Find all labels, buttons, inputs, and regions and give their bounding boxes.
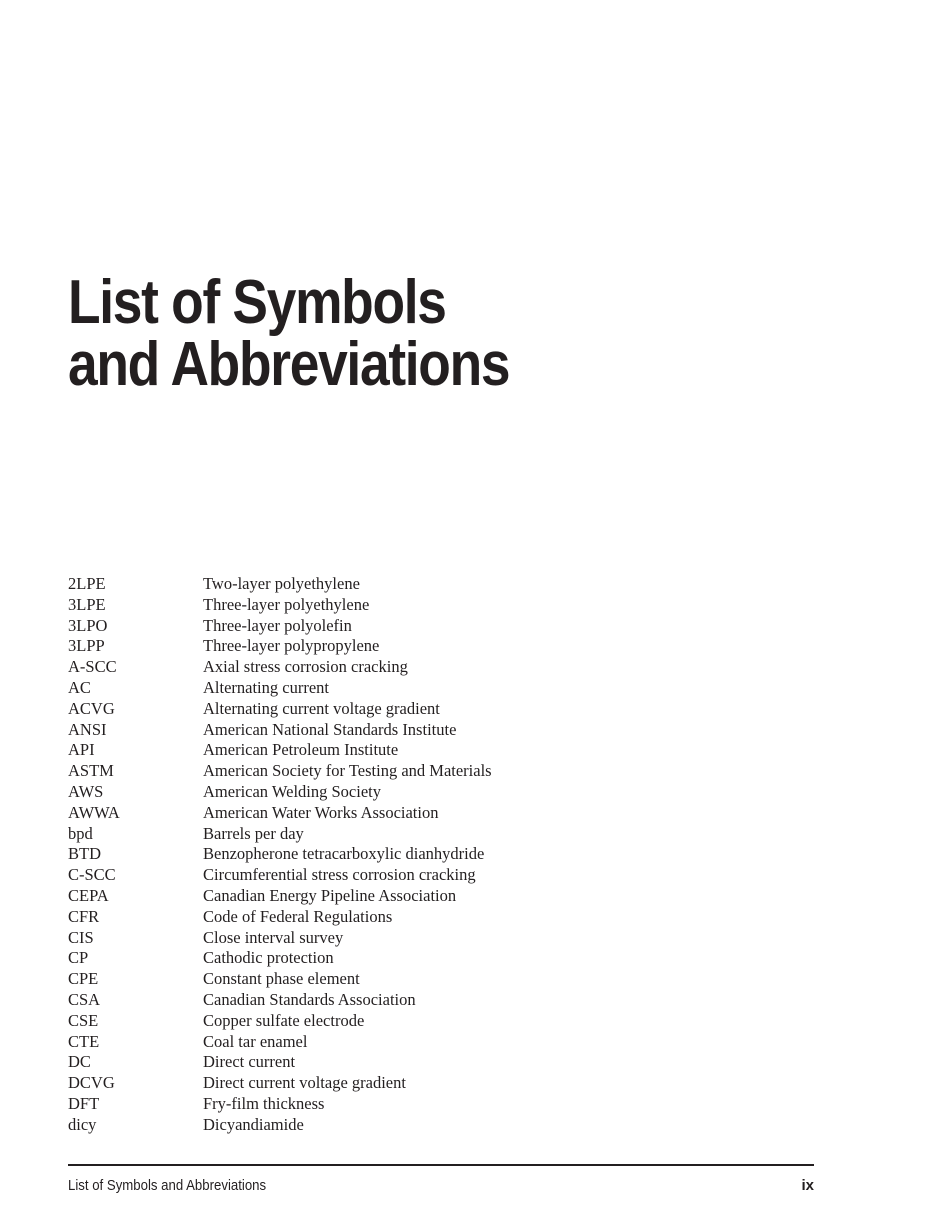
abbreviation-definition: American Water Works Association: [203, 802, 439, 822]
abbreviation-definition: American National Standards Institute: [203, 719, 457, 739]
abbreviation-term: dicy: [68, 1114, 97, 1134]
page-title-line-1: List of Symbols: [68, 268, 446, 337]
abbreviation-definition: Benzopherone tetracarboxylic dianhydride: [203, 844, 485, 864]
abbreviation-definition: Barrels per day: [203, 823, 304, 843]
abbreviation-definition: Two-layer polyethylene: [203, 574, 360, 593]
abbreviation-term: AWWA: [68, 802, 120, 822]
abbreviation-row: [68, 1032, 768, 1053]
abbreviation-row: [68, 1052, 768, 1073]
abbreviation-term: CP: [68, 948, 89, 968]
abbreviation-row: [68, 720, 768, 741]
abbreviation-row: [68, 761, 768, 782]
footer-divider: [68, 1164, 814, 1166]
abbreviation-term: DFT: [68, 1093, 100, 1113]
abbreviation-definition: Close interval survey: [203, 927, 344, 947]
abbreviation-row: [68, 1115, 768, 1136]
abbreviation-row: [68, 907, 768, 928]
abbreviation-row: [68, 740, 768, 761]
abbreviation-term: BTD: [68, 844, 101, 864]
abbreviation-definition: Alternating current voltage gradient: [203, 698, 440, 718]
abbreviation-definition: Fry-film thickness: [203, 1093, 325, 1113]
abbreviation-row: [68, 782, 768, 803]
abbreviation-row: [68, 990, 768, 1011]
abbreviation-row: [68, 1011, 768, 1032]
abbreviation-row: [68, 699, 768, 720]
abbreviation-definition: American Petroleum Institute: [203, 740, 399, 760]
abbreviation-row: [68, 824, 768, 845]
abbreviation-term: DC: [68, 1052, 91, 1072]
page-title: [68, 268, 510, 399]
abbreviation-row: [68, 1073, 768, 1094]
abbreviation-row: [68, 928, 768, 949]
abbreviation-term: 3LPE: [68, 594, 106, 614]
running-footer-title: List of Symbols and Abbreviations: [68, 1177, 267, 1194]
abbreviation-term: ANSI: [68, 719, 107, 739]
abbreviation-row: [68, 636, 768, 657]
abbreviation-definition: Three-layer polypropylene: [203, 636, 380, 656]
abbreviation-term: AWS: [68, 781, 104, 801]
abbreviation-definition: Axial stress corrosion cracking: [203, 657, 408, 677]
abbreviation-term: DCVG: [68, 1073, 115, 1093]
abbreviation-term: CSA: [68, 989, 101, 1009]
abbreviation-row: [68, 657, 768, 678]
abbreviation-row: [68, 616, 768, 637]
page-number: ix: [801, 1177, 814, 1194]
abbreviation-row: [68, 595, 768, 616]
abbreviation-term: CPE: [68, 969, 99, 989]
abbreviation-row: [68, 1094, 768, 1115]
abbreviation-definition: Dicyandiamide: [203, 1114, 304, 1134]
abbreviation-term: API: [68, 740, 95, 760]
abbreviation-definition: American Society for Testing and Materials: [203, 761, 492, 781]
abbreviation-definition: Direct current: [203, 1052, 296, 1072]
abbreviation-definition: Circumferential stress corrosion cracking: [203, 865, 476, 885]
abbreviation-definition: Three-layer polyethylene: [203, 594, 370, 614]
abbreviation-term: CIS: [68, 927, 94, 947]
abbreviation-row: [68, 886, 768, 907]
abbreviation-term: CFR: [68, 906, 100, 926]
abbreviation-definition: Coal tar enamel: [203, 1031, 308, 1051]
abbreviation-definition: Canadian Standards Association: [203, 989, 416, 1009]
abbreviation-term: AC: [68, 677, 91, 697]
abbreviation-list: [68, 574, 768, 1136]
abbreviation-term: 2LPE: [68, 574, 106, 593]
abbreviation-row: [68, 948, 768, 969]
abbreviation-definition: American Welding Society: [203, 781, 381, 801]
abbreviation-row: [68, 844, 768, 865]
abbreviation-term: 3LPO: [68, 615, 108, 635]
abbreviation-term: CTE: [68, 1031, 100, 1051]
abbreviation-definition: Direct current voltage gradient: [203, 1073, 406, 1093]
abbreviation-term: CEPA: [68, 885, 109, 905]
abbreviation-definition: Cathodic protection: [203, 948, 334, 968]
abbreviation-term: CSE: [68, 1010, 99, 1030]
abbreviation-term: ASTM: [68, 761, 114, 781]
abbreviation-row: [68, 865, 768, 886]
abbreviation-row: [68, 969, 768, 990]
abbreviation-definition: Canadian Energy Pipeline Association: [203, 885, 457, 905]
abbreviation-definition: Constant phase element: [203, 969, 360, 989]
abbreviation-term: bpd: [68, 823, 93, 843]
abbreviation-definition: Three-layer polyolefin: [203, 615, 352, 635]
abbreviation-term: C-SCC: [68, 865, 116, 885]
abbreviation-row: [68, 803, 768, 824]
abbreviation-definition: Copper sulfate electrode: [203, 1010, 365, 1030]
abbreviation-row: [68, 678, 768, 699]
abbreviation-row: [68, 574, 768, 595]
abbreviation-term: 3LPP: [68, 636, 105, 656]
abbreviation-definition: Alternating current: [203, 677, 329, 697]
page-title-line-2: and Abbreviations: [68, 330, 510, 399]
abbreviation-term: A-SCC: [68, 657, 117, 677]
abbreviation-term: ACVG: [68, 698, 115, 718]
abbreviation-definition: Code of Federal Regulations: [203, 906, 393, 926]
